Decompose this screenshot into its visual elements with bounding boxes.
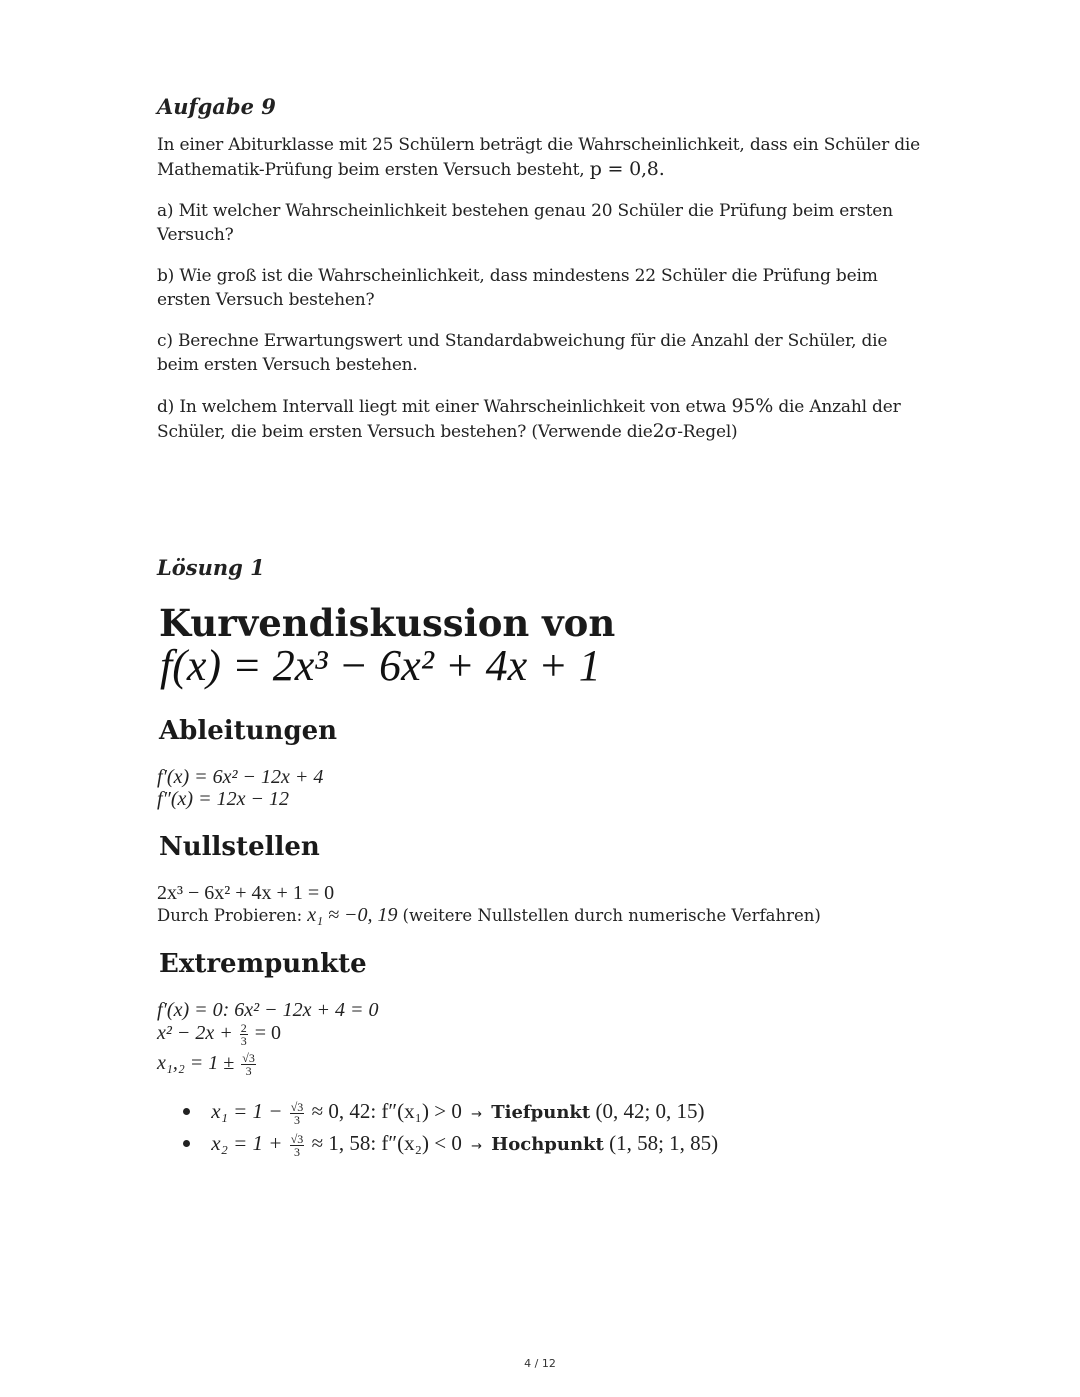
fraction-sqrt3-over-3 — [290, 1101, 305, 1126]
extrema-line-2-post: = 0 — [254, 1022, 282, 1045]
extrema-line-2 — [157, 1022, 281, 1047]
extrema-line-1-text: f′(x) = 0: 6x² − 12x + 4 = 0 — [157, 999, 379, 1021]
task-part-d-pre: d) In welchem Intervall liegt mit einer Wahrscheinlichkeit von etwa — [157, 397, 727, 417]
function-formula: f(x) = 2x³ − 6x² + 4x + 1 — [160, 641, 601, 690]
task-part-d-sigma: 2σ — [652, 420, 678, 442]
task-part-a: a) Mit welcher Wahrscheinlichkeit bestehen genau 20 Schüler die Prüfung beim ersten Versuch? — [157, 201, 893, 245]
task-part-b: b) Wie groß ist die Wahrscheinlichkeit, dass mindestens 22 Schüler die Prüfung beim ersten Versuch bestehen? — [157, 266, 878, 310]
maximum-label: Hochpunkt — [491, 1134, 604, 1155]
zeros-result — [157, 904, 821, 927]
extrema-line-3 — [157, 1052, 258, 1077]
task-intro — [157, 133, 927, 182]
zeros-heading: Nullstellen — [159, 832, 320, 862]
fraction-sqrt3-over-3 — [290, 1133, 305, 1158]
minimum-point: (0, 42; 0, 15) — [595, 1099, 705, 1123]
extrema-line-2-pre: x² − 2x + — [157, 1022, 233, 1045]
fraction-denominator: 3 — [294, 1112, 301, 1127]
minimum-label: Tiefpunkt — [491, 1102, 591, 1123]
arrow-right-icon: → — [471, 1139, 482, 1154]
task-part-d-post: -Regel) — [677, 422, 738, 442]
derivatives-heading: Ableitungen — [159, 716, 338, 746]
fraction-numerator: √3 — [242, 1051, 255, 1065]
zeros-value: x₁ ≈ −0, 19 — [307, 904, 398, 926]
fraction-sqrt3-over-3 — [241, 1052, 256, 1077]
fraction-denominator: 3 — [294, 1144, 301, 1159]
maximum-x-pre: x₂ = 1 + — [211, 1131, 283, 1155]
extrema-line-3-pre: x₁,₂ = 1 ± — [157, 1052, 235, 1075]
task-title: Aufgabe 9 — [157, 94, 276, 119]
bullet-icon — [183, 1140, 190, 1147]
task-part-d-mid: die Anzahl der Schüler, die beim ersten Versuch bestehen? (Verwende die — [157, 397, 901, 442]
first-derivative — [157, 766, 323, 788]
fraction-denominator: 3 — [245, 1064, 252, 1078]
first-derivative-text: f′(x) = 6x² − 12x + 4 — [157, 766, 324, 788]
minimum-condition: ≈ 0, 42: f″(x₁) > 0 — [311, 1099, 462, 1123]
task-intro-p: p = 0,8. — [589, 158, 665, 180]
task-section — [157, 94, 927, 461]
bullet-icon — [183, 1108, 190, 1115]
extrema-line-1 — [157, 999, 379, 1021]
fraction-numerator: √3 — [290, 1131, 304, 1146]
maximum-condition: ≈ 1, 58: f″(x₂) < 0 — [311, 1131, 462, 1155]
fraction-denominator: 3 — [240, 1034, 247, 1048]
minimum-bullet — [183, 1099, 705, 1126]
maximum-point: (1, 58; 1, 85) — [609, 1131, 719, 1155]
arrow-right-icon: → — [471, 1107, 482, 1122]
minimum-x-pre: x₁ = 1 − — [211, 1099, 283, 1123]
zeros-note: (weitere Nullstellen durch numerische Verfahren) — [402, 906, 821, 925]
task-part-d-percent: 95% — [731, 395, 774, 417]
maximum-bullet — [183, 1131, 718, 1158]
task-part-c: c) Berechne Erwartungswert und Standardabweichung für die Anzahl der Schüler, die beim ersten Versuch bestehen. — [157, 331, 888, 375]
solution-heading: Kurvendiskussion von — [159, 601, 616, 645]
page-number: 4 / 12 — [524, 1357, 556, 1370]
zeros-equation: 2x³ − 6x² + 4x + 1 = 0 — [157, 882, 335, 904]
task-part-d — [157, 394, 927, 444]
extrema-heading: Extrempunkte — [159, 949, 367, 979]
fraction-two-thirds — [240, 1022, 248, 1047]
task-intro-text: In einer Abiturklasse mit 25 Schülern beträgt die Wahrscheinlichkeit, dass ein Schüler die Mathematik-Prüfung beim ersten Versuch besteht, — [157, 135, 921, 180]
second-derivative — [157, 788, 289, 810]
zeros-text: Durch Probieren: — [157, 906, 303, 925]
fraction-numerator: √3 — [290, 1099, 304, 1114]
solution-title: Lösung 1 — [157, 555, 265, 580]
second-derivative-text: f″(x) = 12x − 12 — [157, 788, 289, 810]
fraction-numerator: 2 — [240, 1021, 247, 1035]
